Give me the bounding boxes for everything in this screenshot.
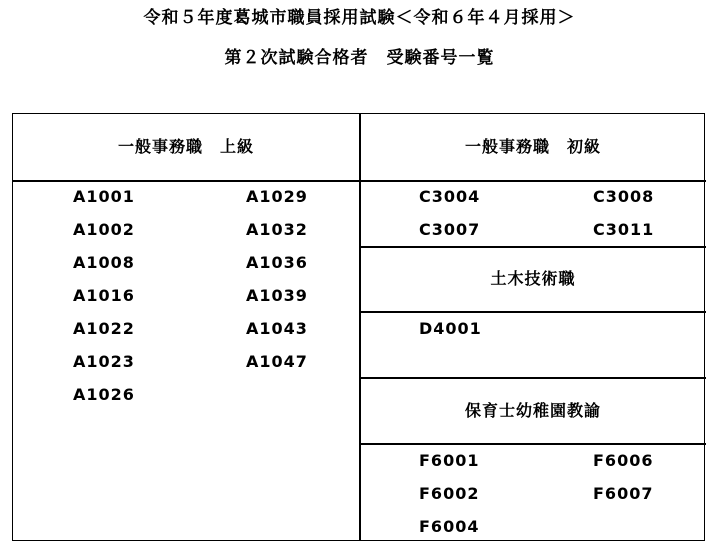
row-divider [13, 180, 359, 182]
exam-number: C3011 [593, 220, 655, 239]
exam-number: A1039 [246, 286, 308, 305]
row-divider [360, 311, 706, 313]
exam-number: A1036 [246, 253, 308, 272]
page-title: 令和５年度葛城市職員採用試験＜令和６年４月採用＞ [143, 8, 576, 28]
row-divider [360, 246, 706, 248]
exam-number: C3004 [419, 187, 481, 206]
exam-number: A1043 [246, 319, 308, 338]
section-header-civil: 土木技術職 [490, 269, 576, 288]
exam-number: F6004 [419, 517, 480, 536]
results-table [12, 113, 705, 541]
exam-number: A1002 [73, 220, 135, 239]
exam-number: F6001 [419, 451, 480, 470]
exam-number: C3007 [419, 220, 481, 239]
row-divider [360, 443, 706, 445]
exam-number: A1029 [246, 187, 308, 206]
section-header-junior: 一般事務職 初級 [464, 137, 601, 156]
exam-number: A1022 [73, 319, 135, 338]
exam-number: A1016 [73, 286, 135, 305]
row-divider [360, 377, 706, 379]
exam-number: A1026 [73, 385, 135, 404]
exam-number: D4001 [419, 319, 482, 338]
exam-number: A1032 [246, 220, 308, 239]
exam-number: A1023 [73, 352, 135, 371]
column-divider [359, 114, 361, 540]
exam-number: F6007 [593, 484, 654, 503]
exam-number: A1001 [73, 187, 135, 206]
exam-number: A1008 [73, 253, 135, 272]
section-header-upper: 一般事務職 上級 [117, 137, 254, 156]
exam-number: A1047 [246, 352, 308, 371]
row-divider [360, 180, 706, 182]
exam-number: F6002 [419, 484, 480, 503]
exam-number: F6006 [593, 451, 654, 470]
exam-number: C3008 [593, 187, 655, 206]
page-subtitle: 第２次試験合格者 受験番号一覧 [224, 48, 495, 68]
section-header-nursery: 保育士幼稚園教諭 [464, 401, 601, 420]
